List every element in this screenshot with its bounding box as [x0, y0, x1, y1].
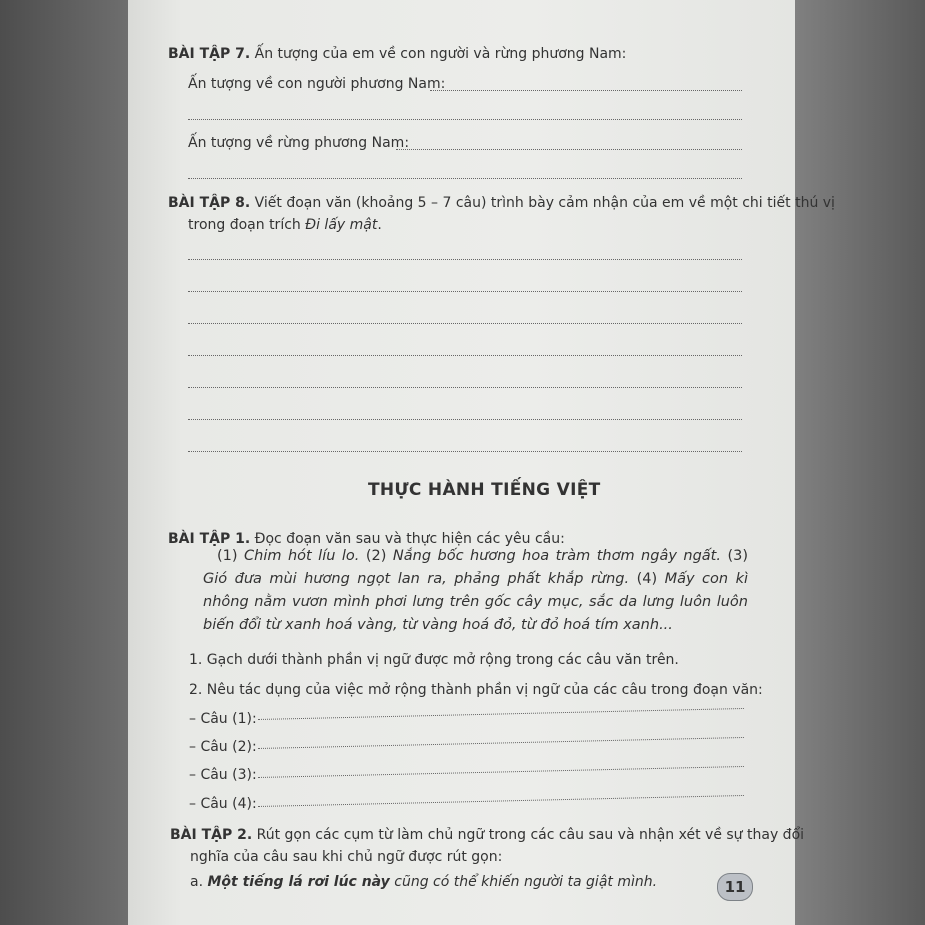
sentence: Gió đưa mùi hương ngọt lan ra, phảng phất khắp rừng.: [203, 571, 637, 587]
bt1-passage: [203, 545, 748, 637]
answer-line[interactable]: [188, 290, 742, 292]
bt8-line2-title: Đi lấy mật: [305, 217, 378, 233]
bt1-text: Đọc đoạn văn sau và thực hiện các yêu cầu:: [250, 531, 565, 547]
bt8-line2-prefix: trong đoạn trích: [188, 217, 306, 233]
answer-label-cau-3: – Câu (3):: [189, 767, 257, 783]
item-a-rest: cũng có thể khiến người ta giật mình.: [389, 874, 658, 890]
bt7-text: Ấn tượng của em về con người và rừng phương Nam:: [250, 46, 627, 62]
bt8-line2-suffix: .: [377, 217, 382, 233]
bt7-heading: [168, 45, 626, 63]
bt1-question-1: 1. Gạch dưới thành phần vị ngữ được mở rộng trong các câu văn trên.: [189, 652, 679, 668]
answer-line[interactable]: [188, 418, 742, 420]
section-title: THỰC HÀNH TIẾNG VIỆT: [368, 480, 601, 500]
answer-line[interactable]: [188, 450, 742, 452]
bt8-text-line1: Viết đoạn văn (khoảng 5 – 7 câu) trình bày cảm nhận của em về một chi tiết thú vị: [250, 195, 835, 211]
answer-label-cau-2: – Câu (2):: [189, 739, 257, 755]
bt8-text-line2: [188, 216, 382, 234]
answer-label-cau-4: – Câu (4):: [189, 796, 257, 812]
bt2-item-a: [190, 873, 657, 891]
sentence-number: (2): [365, 548, 393, 564]
answer-line[interactable]: [188, 354, 742, 356]
answer-line[interactable]: [188, 258, 742, 260]
bt2-text-line1: Rút gọn các cụm từ làm chủ ngữ trong các câu sau và nhận xét về sự thay đổi: [252, 827, 805, 843]
bt7-item-1: Ấn tượng về con người phương Nam:: [188, 76, 446, 92]
sentence: Mấy con kì nhông nằm vươn mình phơi lưng trên gốc cây mục, sắc da lưng luôn luôn biến đổi từ xanh hoá vàng, từ vàng hoá đỏ, từ đỏ hoá tím xanh...: [203, 571, 748, 633]
sentence-number: (1): [217, 548, 245, 564]
bt8-heading: [168, 194, 835, 212]
sentence-number: (4): [636, 571, 665, 587]
item-a-subject: Một tiếng lá rơi lúc này: [207, 874, 390, 890]
item-a-prefix: a.: [190, 874, 208, 890]
background-right: [795, 0, 925, 925]
background-left: [0, 0, 128, 925]
bt2-label: BÀI TẬP 2.: [170, 827, 253, 843]
sentence-number: (3): [727, 548, 748, 564]
answer-line[interactable]: [188, 118, 742, 120]
bt2-text-line2: nghĩa của câu sau khi chủ ngữ được rút gọn:: [190, 849, 503, 865]
sentence: Nắng bốc hương hoa tràm thơm ngây ngất.: [392, 548, 728, 564]
answer-line[interactable]: [188, 322, 742, 324]
bt7-item-2: Ấn tượng về rừng phương Nam:: [188, 135, 410, 151]
answer-line[interactable]: [430, 89, 742, 91]
bt1-question-2: 2. Nêu tác dụng của việc mở rộng thành phần vị ngữ của các câu trong đoạn văn:: [189, 682, 763, 698]
answer-line[interactable]: [188, 177, 742, 179]
sentence: Chim hót líu lo.: [244, 548, 366, 564]
answer-line[interactable]: [188, 386, 742, 388]
bt7-label: BÀI TẬP 7.: [168, 46, 251, 62]
bt2-heading: [170, 826, 804, 844]
page-number: 11: [717, 873, 753, 901]
bt1-label: BÀI TẬP 1.: [168, 531, 251, 547]
answer-line[interactable]: [396, 148, 742, 150]
bt8-label: BÀI TẬP 8.: [168, 195, 251, 211]
answer-label-cau-1: – Câu (1):: [189, 711, 257, 727]
